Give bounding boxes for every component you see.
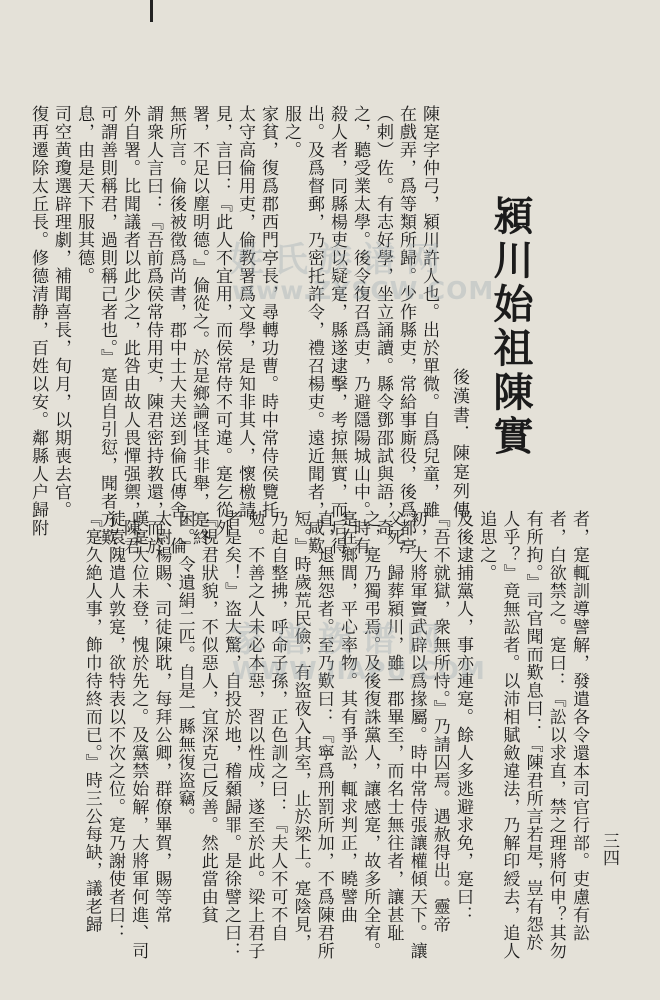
text-column: 寔在鄉閭，平心率物。其有爭訟，輒求判正，曉譬曲 xyxy=(337,510,357,924)
chapter-title: 潁川始祖陳實 xyxy=(487,195,534,459)
text-column: 追思之。 xyxy=(476,510,497,582)
text-column: 直，退無怨者。至乃歎曰：『寧爲刑罰所加，不爲陳君所 xyxy=(313,510,334,960)
text-column: 『視君狀貌，不似惡人，宜深克己反善。然此當由貧 xyxy=(197,510,218,924)
source-citation: 後漢書．陳寔列傳 xyxy=(449,368,469,520)
text-column: 復再遷除太丘長。修德清静，百姓以安。鄰縣人户歸附 xyxy=(28,105,48,537)
text-column: 徒袁隗遣人敦寔，欲特表以不次之位。寔乃謝使者曰： xyxy=(105,510,125,942)
text-column: 人乎？』竟無訟者。以沛相賦斂違法，乃解印綬去，追人 xyxy=(499,510,520,960)
watermark-url: WWW.JIAPU.COM xyxy=(232,656,486,685)
text-column: 外自署。比聞議者以此少之，此咎由故人畏憚强禦，陳君 xyxy=(120,105,140,555)
watermark-text: 姓氏族谱网 xyxy=(230,240,450,280)
text-column: 短。』時歲荒民儉，有盜夜入其室，止於梁上。寔陰見， xyxy=(290,510,311,952)
text-column: 陳寔字仲弓，潁川許人也。出於單微。自爲兒童，雖 xyxy=(419,105,439,519)
text-column: 乃起自整拂，呼命子孫，正色訓之曰：『夫人不可不自 xyxy=(267,510,288,942)
text-column: 可謂善則稱君，過則稱己者也。』寔固自引愆，聞者方歎 xyxy=(97,105,117,547)
text-column: 見，言曰：『此人不宜用，而侯常侍不可違。寔乞從外 xyxy=(212,105,232,537)
text-column: 謂衆人言曰：『吾前爲侯常侍用吏，陳君密持教還，而於 xyxy=(143,105,163,555)
text-column: 家貧，復爲郡西門亭長，尋轉功曹。時中常侍侯覽托 xyxy=(258,105,278,519)
text-column: 困。』令遺絹二匹。自是一縣無復盗竊。 xyxy=(174,510,195,826)
text-column: 『吾不就獄，衆無所恃。』乃請囚焉。遇赦得出。靈帝 xyxy=(429,510,450,934)
page-number: 三四 xyxy=(599,832,619,866)
text-column: 出。及爲督郵，乃密托許令，禮召楊吏。遠近聞者，咸歎 xyxy=(304,105,324,555)
text-column: 服之。 xyxy=(281,105,301,159)
text-column: 者是矣！』盗大驚，自投於地，稽顙歸罪。是徐譬之曰： xyxy=(221,510,241,960)
text-column: 無所言。倫後被徵爲尚書，郡中士大夫送到倫氏傳舍。倫 xyxy=(166,105,186,555)
text-column: 者，白欲禁之。寔曰：『訟以求直，禁之理將何申？其勿 xyxy=(545,510,566,960)
text-column: （剌）佐。有志好學，坐立誦讀。縣令鄧邵試與語，奇 xyxy=(373,105,393,537)
text-column: 殺人者，同縣楊吏以疑寔，縣遂逮擊，考掠無實，而后得 xyxy=(327,105,347,555)
text-column: 者，寔輒訓導譬解，發遣各令還本司官行部。吏慮有訟 xyxy=(569,510,589,942)
text-column: 『寔久絶人事，飾巾待終而已。』時三公每缺，議老歸 xyxy=(81,510,102,934)
text-column: 之，聽受業太學。後令復召爲吏，乃避隱陽城山中。時有 xyxy=(350,105,370,555)
text-column: 嘆寔大位未登，愧於先之。及黨禁始解，大將軍何進、司 xyxy=(128,510,149,960)
text-column: 父死，歸葬潁川，雖一郡畢至，而名士無往者，讓甚耻 xyxy=(383,510,404,942)
text-column: 有所拘。』司官聞而歎息曰：『陳君所言若是，豈有怨於 xyxy=(522,510,543,952)
binding-mark xyxy=(150,0,153,22)
text-column: 太尉楊賜、司徒陳耽，每拜公卿，群僚畢賀，賜等常 xyxy=(151,510,172,924)
text-column: 勉。不善之人未必本惡，習以性成，遂至於此。梁上君子 xyxy=(244,510,265,960)
text-column: 及後逮捕黨人，事亦連寔。餘人多逃避求免，寔曰： xyxy=(453,510,473,924)
text-column: 司空黄瓊選辟理劇，補聞喜長，旬月，以期喪去官。 xyxy=(51,105,71,519)
text-column: 息，由是天下服其德。 xyxy=(74,105,94,285)
text-column: 在戲弄，爲等類所歸。少作縣吏，常給事廝役，後爲都亭 xyxy=(396,105,416,555)
text-column: 太守高倫用吏，倫教署爲文學，是知非其人，懷檄請 xyxy=(235,105,255,519)
text-column: 之，寔乃獨弔焉。及後復誅黨人，讓感寔，故多所全宥。 xyxy=(360,510,381,960)
text-column: 署，不足以塵明德。』倫從之。於是鄉論怪其非舉，寔終 xyxy=(189,105,209,547)
watermark-url: www.ZYSCW.COM xyxy=(232,276,495,305)
watermark-text: 家谱族谱网 xyxy=(230,620,450,660)
text-column: 初，大將軍竇武辟以爲掾屬。時中常侍張讓權傾天下。讓 xyxy=(406,510,427,960)
